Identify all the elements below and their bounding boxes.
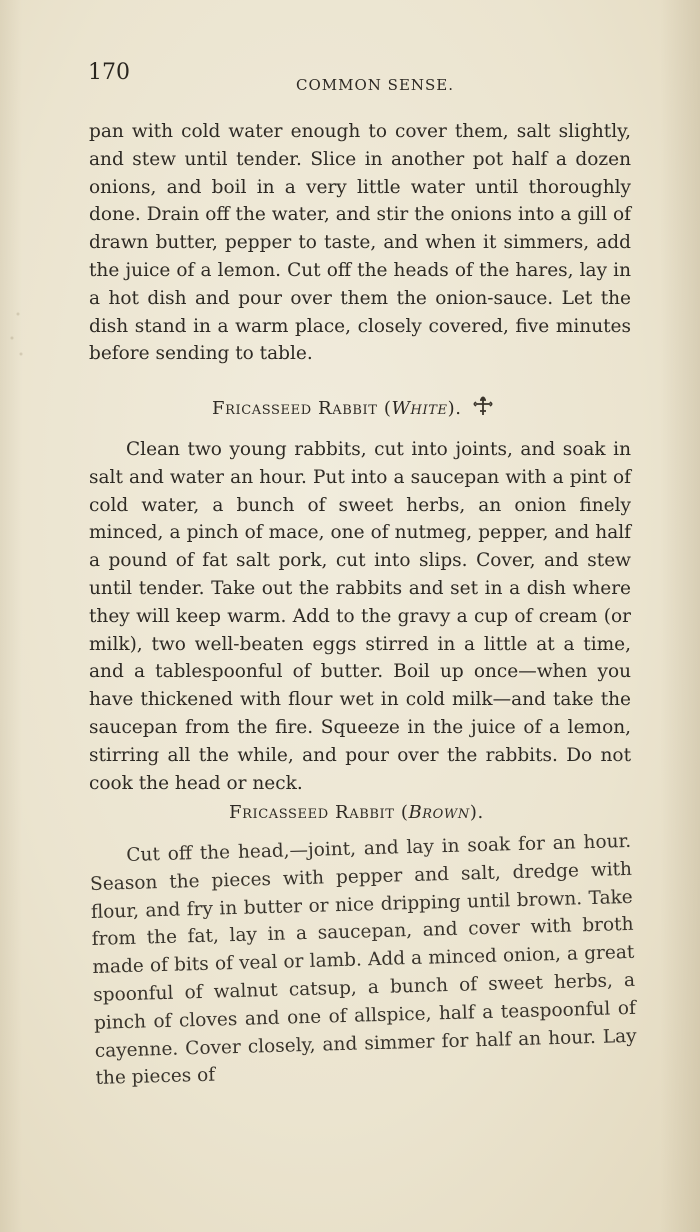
page-number: 170	[88, 60, 130, 85]
continued-paragraph	[89, 118, 631, 368]
heading-variant: White	[391, 398, 448, 419]
heading-end: ).	[469, 802, 484, 823]
page-blemish	[0, 290, 30, 370]
paragraph-text: Cut off the head,—joint, and lay in soak for an hour. Season the pieces with pepper and salt, dredge with flour, and fry in butter or nice dripping until brown. Take from the fat, lay in a saucepan, and cover with broth made of bits of veal or lamb. Add a minced onion, a great spoonful of walnut catsup, a bunch of sweet herbs, a pinch of cloves and one of allspice, half a teaspoonful of cayenne. Cover closely, and simmer for half an hour. Lay the pieces of	[89, 830, 637, 1090]
recipe-body-white	[89, 436, 631, 797]
recipe-heading-white	[212, 395, 494, 419]
heading-text: Fricasseed Rabbit (	[212, 398, 392, 419]
running-head: COMMON SENSE.	[296, 76, 455, 94]
paragraph-text: pan with cold water enough to cover them, salt slightly, and stew until tender. Slice in another pot half a dozen onions, and boil in a very little water until thoroughly done. Drain off the water, and stir the onions into a gill of drawn butter, pepper to taste, and when it simmers, add the juice of a lemon. Cut off the heads of the hares, lay in a hot dish and pour over them the onion-sauce. Let the dish stand in a warm place, closely covered, five minutes before sending to table.	[89, 121, 631, 365]
recipe-body-brown	[89, 828, 638, 1093]
heading-text: Fricasseed Rabbit (	[229, 802, 409, 823]
page-shadow-left	[0, 0, 22, 1232]
heading-variant: Brown	[408, 802, 470, 823]
paragraph-text: Clean two young rabbits, cut into joints, and soak in salt and water an hour. Put into a saucepan with a pint of cold water, a bunch of sweet herbs, an onion finely minced, a pinch of mace, one of nutmeg, pepper, and half a pound of fat salt pork, cut into slips. Cover, and stew until tender. Take out the rabbits and set in a dish where they will keep warm. Add to the gravy a cup of cream (or milk), two well-beaten eggs stirred in a little at a time, and a tablespoonful of butter. Boil up once—when you have thickened with flour wet in cold milk—and take the saucepan from the fire. Squeeze in the juice of a lemon, stirring all the while, and pour over the rabbits. Do not cook the head or neck.	[89, 439, 631, 794]
recipe-heading-brown	[229, 802, 484, 823]
page-shadow-right	[660, 0, 700, 1232]
heading-end: ).	[447, 398, 462, 419]
cross-ornament-icon	[472, 395, 494, 417]
